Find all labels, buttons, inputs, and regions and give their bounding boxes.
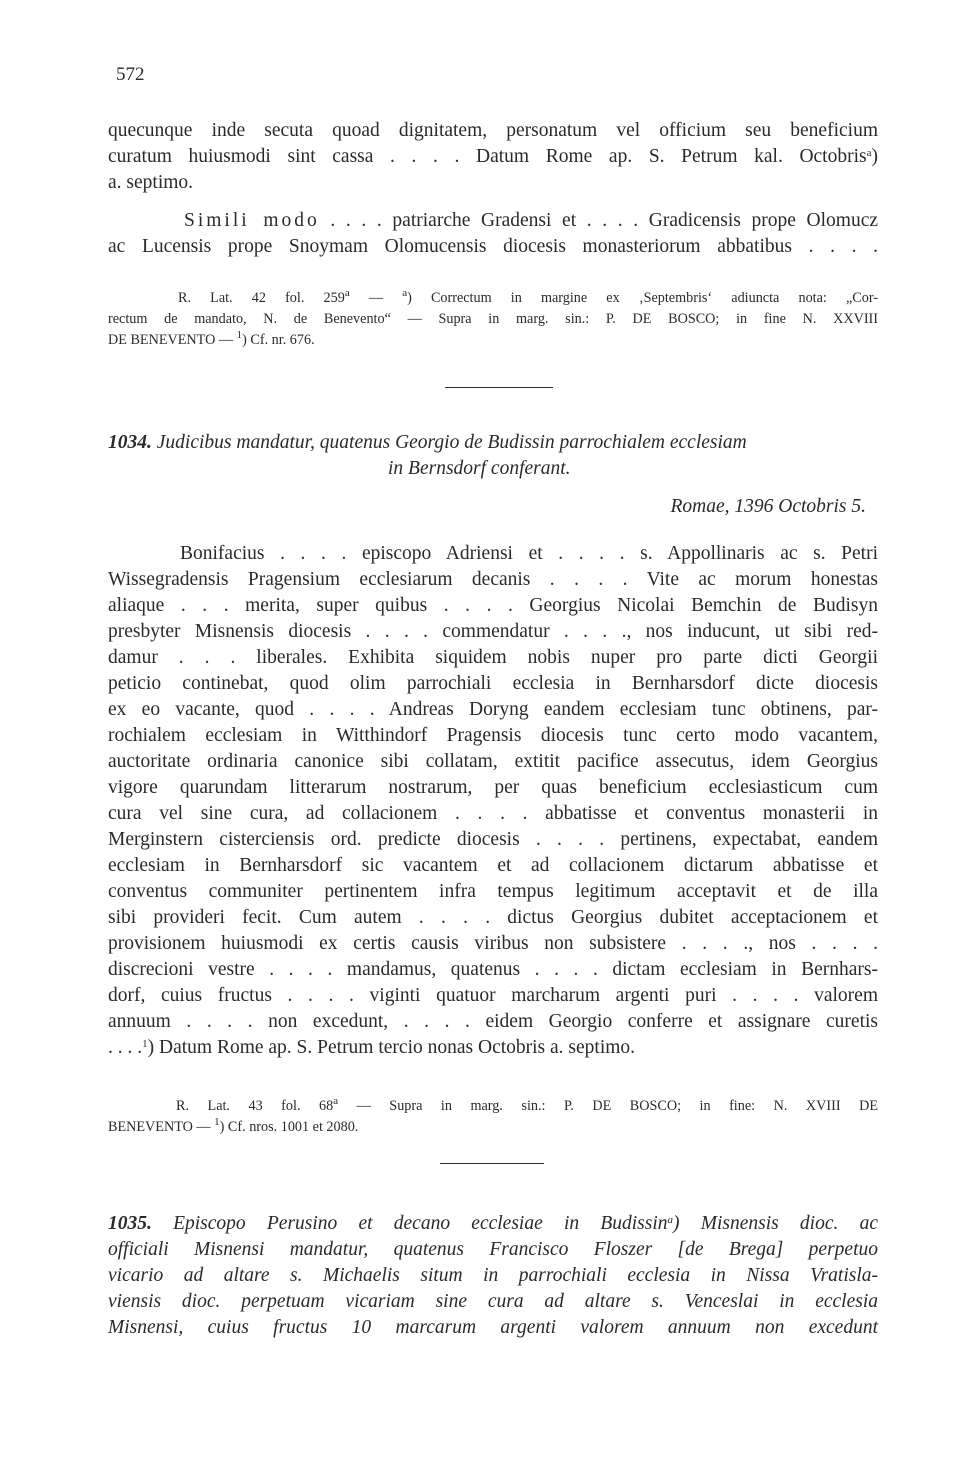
title-line: vicario ad altare s. Michaelis situm in parrochiali ecclesia in Nissa Vratisla- <box>108 1265 878 1286</box>
title-line: Misnensi, cuius fructus 10 marcarum argenti valorem annuum non excedunt <box>108 1317 878 1338</box>
entry-title: Judicibus mandatur, quatenus Georgio de Budissin parrochialem ecclesiam <box>156 432 747 453</box>
text-line: Bonifacius . . . . episcopo Adriensi et . . . . s. Appollinaris ac s. Petri <box>180 543 878 564</box>
note-line: DE BENEVENTO — $^1$) Cf. nr. 676. <box>108 329 315 348</box>
entry-number: 1034. <box>108 432 152 453</box>
entry-title-cont: in Bernsdorf conferant. <box>388 458 571 479</box>
text-line: damur . . . liberales. Exhibita siquidem nobis nuper pro parte dicti Georgii <box>108 647 878 668</box>
title-line: viensis dioc. perpetuam vicariam sine cura ad altare s. Venceslai in ecclesia <box>108 1291 878 1312</box>
page-number: 572 <box>116 64 145 85</box>
text-line: dorf, cuius fructus . . . . viginti quatuor marcharum argenti puri . . . . valorem <box>108 985 878 1006</box>
text-line: aliaque . . . merita, super quibus . . . . Georgius Nicolai Bemchin de Budisyn <box>108 595 878 616</box>
note-line: R. Lat. 43 fol. 68$^a$ — Supra in marg. sin.: P. DE BOSCO; in fine: N. XVIII DE <box>176 1095 878 1114</box>
text-line: curatum huiusmodi sint cassa . . . . Datum Rome ap. S. Petrum kal. Octobris$^a$) <box>108 146 878 167</box>
footnote-block-1 <box>108 288 878 351</box>
continuation-paragraph <box>108 118 878 196</box>
text-line: . . . .$^1$) Datum Rome ap. S. Petrum tercio nonas Octobris a. septimo. <box>108 1037 636 1058</box>
text-line: peticio continebat, quod olim parrochiali ecclesia in Bernharsdorf dicte diocesis <box>108 673 878 694</box>
note-line: BENEVENTO — $^1$) Cf. nros. 1001 et 2080. <box>108 1116 359 1135</box>
text-line: rochialem ecclesiam in Witthindorf Pragensis diocesis tunc certo modo vacantem, <box>108 725 878 746</box>
text-line: quecunque inde secuta quoad dignitatem, personatum vel officium seu beneficium <box>108 120 878 141</box>
footnote-block-2 <box>108 1096 878 1138</box>
entry-1035-heading: 1035. Episcopo Perusino et decano ecclesiae in Budissin$^a$) Misnensis dioc. ac officiali Misnensi mandatur, quatenus Francisco Floszer [de Brega] perpetuo vicario ad altare s. Michaelis situm in parrochiali ecclesia in Nissa Vratisla- viensis dioc. perpetuam vicariam sine cura ad altare s. Venceslai in ecclesia Misnensi, cuius fructus 10 marcarum argenti valorem annuum non excedunt <box>108 1211 878 1341</box>
text-line: Simili modo . . . . patriarche Gradensi et . . . . Gradicensis prope Olomucz <box>184 210 879 231</box>
note-line: R. Lat. 42 fol. 259$^a$ — $^a$) Correctum in margine ex ‚Septembris‘ adiuncta nota: „Cor- <box>178 287 878 306</box>
entry-number: 1035. <box>108 1213 152 1234</box>
text-line: ecclesiam in Bernharsdorf sic vacantem et ad collacionem dictarum abbatisse et <box>108 855 878 876</box>
note-line: rectum de mandato, N. de Benevento“ — Supra in marg. sin.: P. DE BOSCO; in fine N. XXVIII <box>108 311 878 327</box>
text-line: Merginstern cisterciensis ord. predicte diocesis . . . . pertinens, expectabat, eandem <box>108 829 878 850</box>
text-line: cura vel sine cura, ad collacionem . . . . abbatisse et conventus monasterii in <box>108 803 878 824</box>
text-line: Wissegradensis Pragensium ecclesiarum decanis . . . . Vite ac morum honestas <box>108 569 878 590</box>
entry-1034-heading <box>108 430 878 520</box>
text-line: discrecioni vestre . . . . mandamus, quatenus . . . . dictam ecclesiam in Bernhars- <box>108 959 878 980</box>
text-line: auctoritate ordinaria canonice sibi collatam, extitit pacifice assecutus, idem Georgius <box>108 751 878 772</box>
entry-1034-body <box>108 541 878 1061</box>
entry-date: Romae, 1396 Octobris 5. <box>670 496 866 517</box>
text-line: conventus communiter pertinentem infra tempus legitimum acceptavit et de illa <box>108 881 878 902</box>
text-line: ac Lucensis prope Snoymam Olomucensis diocesis monasteriorum abbatibus . . . . <box>108 236 878 257</box>
section-divider <box>440 1163 544 1164</box>
text-line: annuum . . . . non excedunt, . . . . eidem Georgio conferre et assignare curetis <box>108 1011 878 1032</box>
title-line: officiali Misnensi mandatur, quatenus Francisco Floszer [de Brega] perpetuo <box>108 1239 878 1260</box>
text-line: vigore quarundam litterarum nostrarum, per quas beneficium ecclesiasticum cum <box>108 777 878 798</box>
text-line: provisionem huiusmodi ex certis causis viribus non subsistere . . . ., nos . . . . <box>108 933 878 954</box>
text-line: presbyter Misnensis diocesis . . . . commendatur . . . ., nos inducunt, ut sibi red- <box>108 621 878 642</box>
section-divider <box>445 387 553 388</box>
text-line: a. septimo. <box>108 172 194 193</box>
simili-modo-paragraph <box>108 208 878 260</box>
text-line: sibi provideri fecit. Cum autem . . . . dictus Georgius dubitet acceptacionem et <box>108 907 878 928</box>
text-line: ex eo vacante, quod . . . . Andreas Doryng eandem ecclesiam tunc obtinens, par- <box>108 699 878 720</box>
